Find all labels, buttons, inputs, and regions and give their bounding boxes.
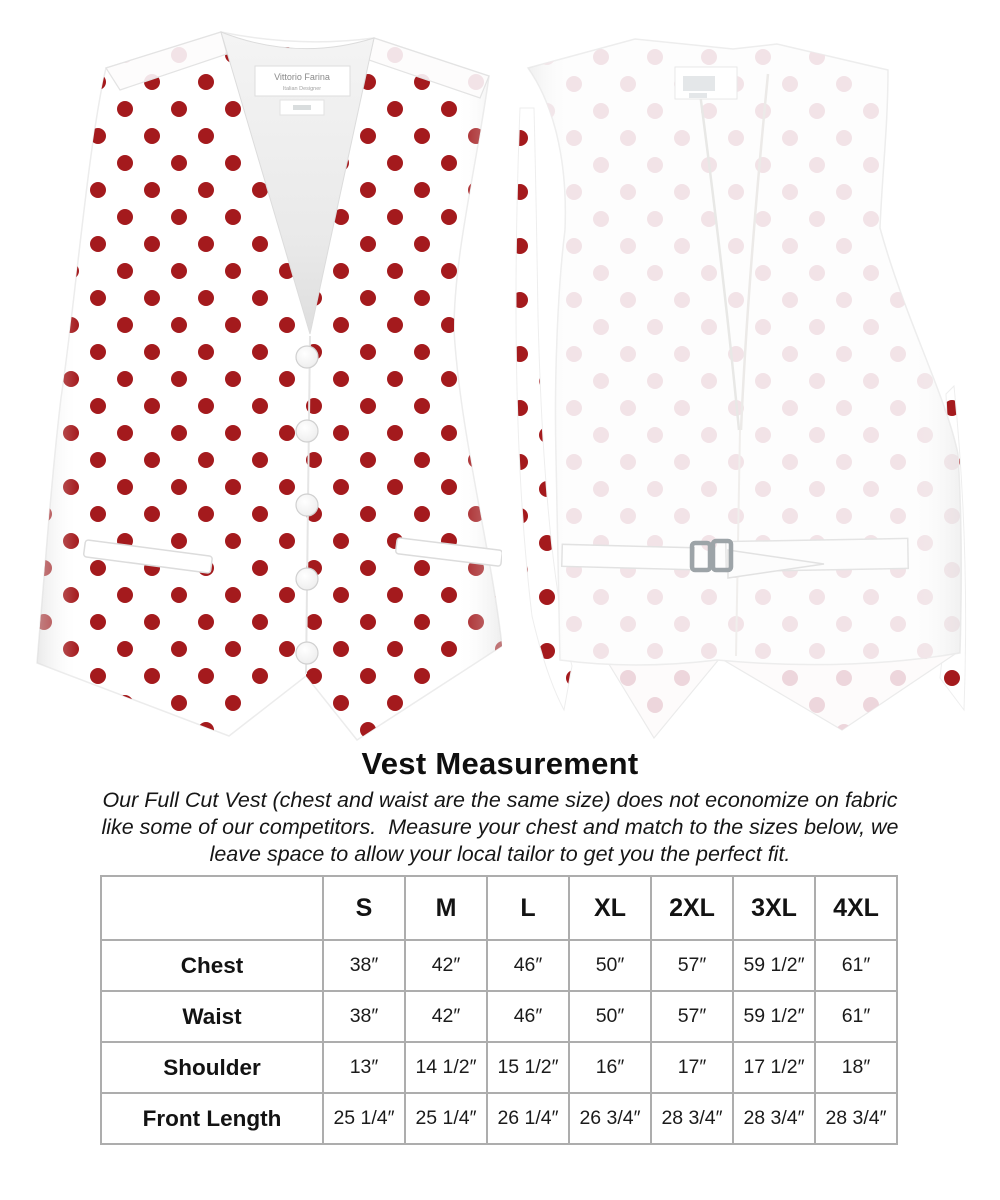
row-label: Waist [101, 991, 323, 1042]
button-1 [296, 346, 318, 368]
measurement-cell: 14 1/2″ [405, 1042, 487, 1093]
brand-label-name: Vittorio Farina [274, 72, 330, 82]
table-row-front-length [101, 1093, 897, 1144]
button-5 [296, 642, 318, 664]
measurement-cell: 38″ [323, 940, 405, 991]
section-description [0, 787, 1000, 868]
size-column-header: S [323, 876, 405, 940]
size-column-header: 4XL [815, 876, 897, 940]
measurement-cell: 61″ [815, 991, 897, 1042]
measurement-cell: 16″ [569, 1042, 651, 1093]
measurement-cell: 46″ [487, 940, 569, 991]
size-column-header: 2XL [651, 876, 733, 940]
measurement-cell: 50″ [569, 991, 651, 1042]
size-header-row [101, 876, 897, 940]
corner-cell [101, 876, 323, 940]
measurement-cell: 57″ [651, 940, 733, 991]
size-column-header: 3XL [733, 876, 815, 940]
measurement-cell: 42″ [405, 940, 487, 991]
measurement-cell: 17 1/2″ [733, 1042, 815, 1093]
row-label: Chest [101, 940, 323, 991]
back-vest-photo [506, 16, 986, 748]
size-column-header: L [487, 876, 569, 940]
measurement-cell: 18″ [815, 1042, 897, 1093]
back-neck-label [675, 67, 737, 99]
measurement-cell: 25 1/4″ [323, 1093, 405, 1144]
measurement-cell: 26 3/4″ [569, 1093, 651, 1144]
table-row-chest [101, 940, 897, 991]
button-4 [296, 568, 318, 590]
measurement-cell: 17″ [651, 1042, 733, 1093]
measurement-cell: 50″ [569, 940, 651, 991]
row-label: Shoulder [101, 1042, 323, 1093]
brand-label-subtitle: Italian Designer [282, 86, 322, 92]
table-row-shoulder [101, 1042, 897, 1093]
measurement-cell: 57″ [651, 991, 733, 1042]
size-chart-table [100, 875, 898, 1145]
measurement-cell: 28 3/4″ [651, 1093, 733, 1144]
description-line-3: leave space to allow your local tailor to get you the perfect fit. [209, 842, 791, 866]
measurement-cell: 28 3/4″ [815, 1093, 897, 1144]
measurement-cell: 26 1/4″ [487, 1093, 569, 1144]
description-line-1: Our Full Cut Vest (chest and waist are the same size) does not economize on fabric [102, 788, 898, 812]
button-3 [296, 494, 318, 516]
measurement-cell: 15 1/2″ [487, 1042, 569, 1093]
front-vest-photo [30, 14, 502, 748]
size-column-header: M [405, 876, 487, 940]
button-2 [296, 420, 318, 442]
measurement-cell: 59 1/2″ [733, 991, 815, 1042]
table-row-waist [101, 991, 897, 1042]
measurement-cell: 28 3/4″ [733, 1093, 815, 1144]
measurement-cell: 59 1/2″ [733, 940, 815, 991]
measurement-cell: 38″ [323, 991, 405, 1042]
measurement-cell: 46″ [487, 991, 569, 1042]
measurement-cell: 13″ [323, 1042, 405, 1093]
strap-left-band [562, 544, 695, 569]
measurement-cell: 25 1/4″ [405, 1093, 487, 1144]
size-column-header: XL [569, 876, 651, 940]
section-title: Vest Measurement [361, 746, 639, 781]
row-label: Front Length [101, 1093, 323, 1144]
measurement-cell: 42″ [405, 991, 487, 1042]
description-line-2: like some of our competitors. Measure your chest and match to the sizes below, we [101, 815, 899, 839]
measurement-cell: 61″ [815, 940, 897, 991]
